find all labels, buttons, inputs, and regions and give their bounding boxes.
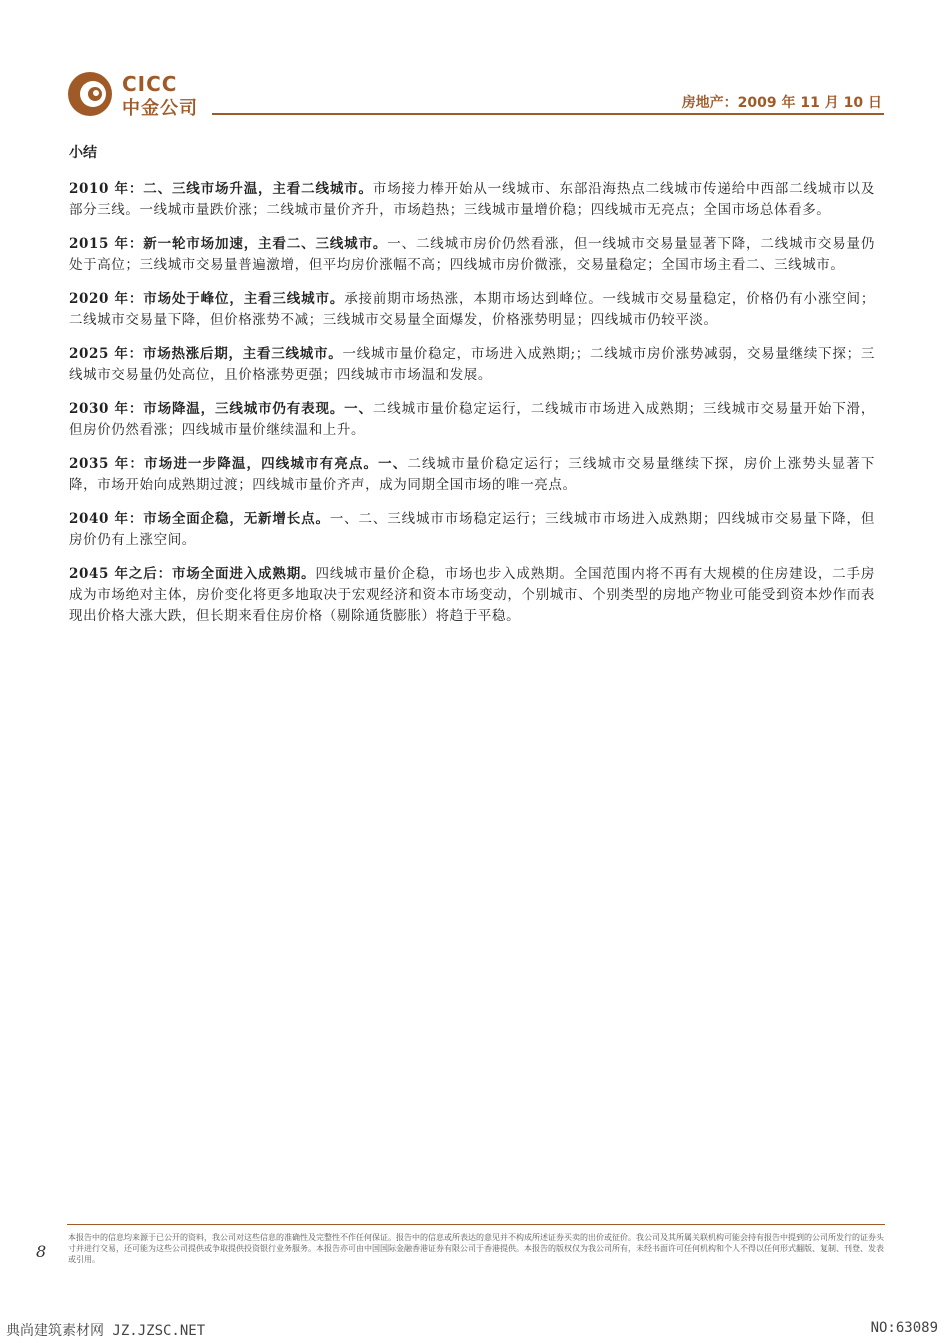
- paragraph-body: 一、二线城市房价仍然看涨，但一线城市交易量显著下降，二线城市交易量仍处于高位；三线城市交易量普遍激增，但平均房价涨幅不高；四线城市房价微涨，交易量稳定；全国市场主看二、三线城市。: [69, 236, 875, 273]
- paragraph-body: 市场接力棒开始从一线城市、东部沿海热点二线城市传递给中西部二线城市以及部分三线。一线城市量跌价涨；二线城市量价齐升，市场趋热；三线城市量增价稳；四线城市无亮点；全国市场总体看多。: [69, 181, 875, 218]
- logo-en-text: CICC: [122, 72, 178, 96]
- watermark-site: 典尚建筑素材网 JZ.JZSC.NET: [6, 1323, 206, 1339]
- header-divider: [212, 113, 884, 115]
- paragraph-lead: 2040 年：市场全面企稳，无新增长点。: [69, 511, 330, 527]
- paragraph-lead: 2015 年：新一轮市场加速，主看二、三线城市。: [69, 236, 388, 252]
- paragraph-2015: [69, 234, 875, 276]
- paragraph-lead: 2025 年：市场热涨后期，主看三线城市。: [69, 346, 343, 362]
- paragraph-lead: 2035 年：市场进一步降温，四线城市有亮点。一、: [69, 456, 408, 472]
- page-number: 8: [36, 1242, 47, 1261]
- paragraph-body: 二线城市量价稳定运行，二线城市市场进入成熟期；三线城市交易量开始下滑，但房价仍然看涨；四线城市量价继续温和上升。: [69, 401, 875, 438]
- cicc-logo-icon: [66, 70, 114, 118]
- paragraph-2010: [69, 179, 875, 221]
- paragraph-lead: 2020 年：市场处于峰位，主看三线城市。: [69, 291, 345, 307]
- paragraph-2045: [69, 564, 875, 627]
- page-header: [0, 0, 950, 130]
- paragraph-2030: [69, 399, 875, 441]
- paragraph-body: 承接前期市场热涨，本期市场达到峰位。一线城市交易量稳定，价格仍有小涨空间；二线城市交易量下降，但价格涨势不减；三线城市交易量全面爆发，价格涨势明显；四线城市仍较平淡。: [69, 291, 876, 328]
- paragraph-lead: 2045 年之后：市场全面进入成熟期。: [69, 566, 316, 582]
- header-date: 房地产：2009 年 11 月 10 日: [681, 95, 882, 111]
- paragraph-body: 四线城市量价企稳，市场也步入成熟期。全国范围内将不再有大规模的住房建设，二手房成为市场绝对主体，房价变化将更多地取决于宏观经济和资本市场变动，个别城市、个别类型的房地产物业可能受到资本炒作而表现出价格大涨大跌，但长期来看住房价格（剔除通货膨胀）将趋于平稳。: [69, 566, 875, 624]
- paragraph-2025: [69, 344, 875, 386]
- paragraph-lead: 2010 年：二、三线市场升温，主看二线城市。: [69, 181, 373, 197]
- disclaimer-text: 本报告中的信息均来源于已公开的资料，我公司对这些信息的准确性及完整性不作任何保证。报告中的信息或所表达的意见并不构成所述证券买卖的出价或征价。我公司及其所属关联机构可能会持有报告中提到的公司所发行的证券头寸并进行交易，还可能为这些公司提供或争取提供投资银行业务服务。本报告亦可由中国国际金融香港证券有限公司于香港提供。本报告的版权仅为我公司所有，未经书面许可任何机构和个人不得以任何形式翻版、复制、刊登、发表或引用。: [68, 1233, 884, 1264]
- logo-cn-text: 中金公司: [122, 98, 198, 119]
- paragraph-lead: 2030 年：市场降温，三线城市仍有表现。一、: [69, 401, 373, 417]
- watermark-number: NO:63089: [870, 1320, 938, 1336]
- paragraph-body: 一线城市量价稳定，市场进入成熟期;；二线城市房价涨势减弱，交易量继续下探；三线城市交易量仍处高位，且价格涨势更强；四线城市市场温和发展。: [69, 346, 875, 383]
- paragraph-body: 一、二、三线城市市场稳定运行；三线城市市场进入成熟期；四线城市交易量下降，但房价仍有上涨空间。: [69, 511, 875, 548]
- paragraph-2040: [69, 509, 875, 551]
- paragraph-2020: [69, 289, 875, 331]
- paragraph-2035: [69, 454, 875, 496]
- main-content: [69, 142, 875, 640]
- paragraph-body: 二线城市量价稳定运行；三线城市交易量继续下探，房价上涨势头显著下降，市场开始向成熟期过渡；四线城市量价齐声，成为同期全国市场的唯一亮点。: [69, 456, 875, 493]
- footer-divider: [67, 1224, 885, 1225]
- section-title: 小结: [69, 145, 97, 161]
